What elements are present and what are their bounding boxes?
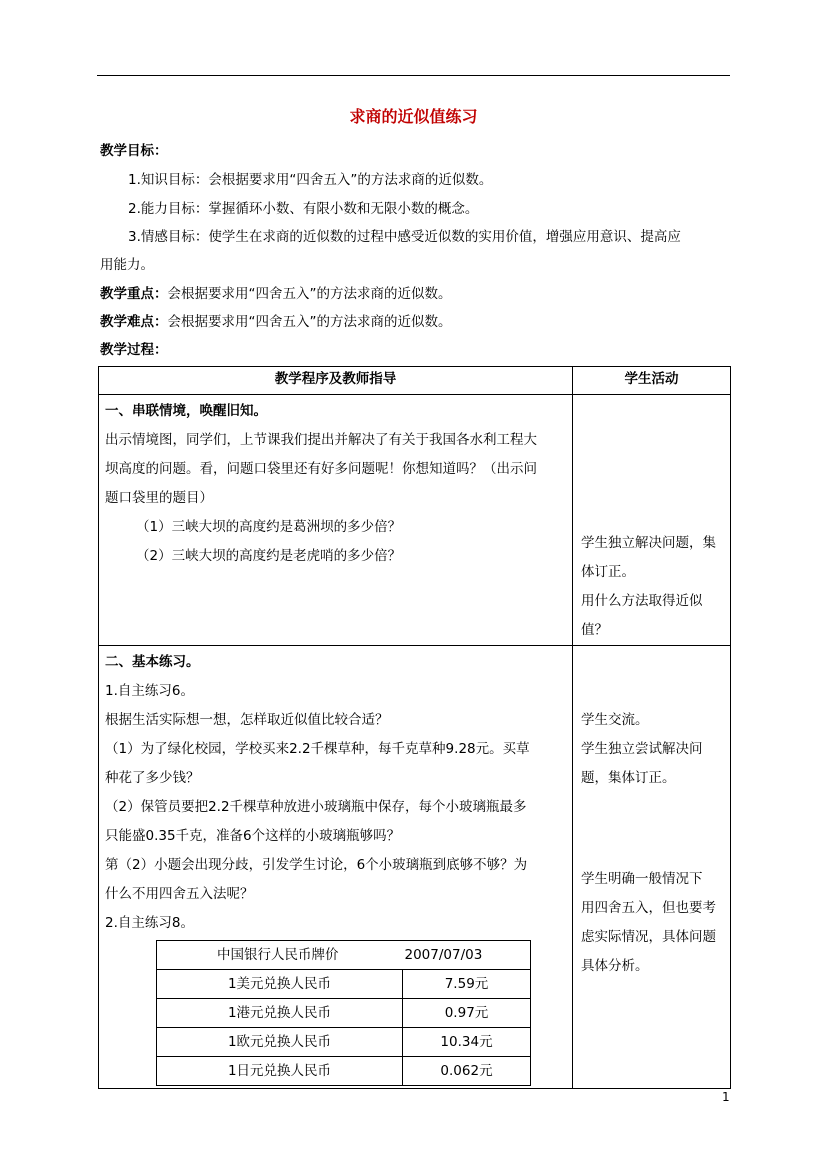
section1-line: 出示情境图，同学们，上节课我们提出并解决了有关于我国各水利工程大 bbox=[105, 432, 537, 448]
rate-table-date: 2007/07/03 bbox=[404, 947, 483, 963]
student-line: 学生交流。 bbox=[581, 712, 649, 728]
process-heading: 教学过程： bbox=[100, 342, 168, 358]
section2-heading: 二、基本练习。 bbox=[105, 654, 200, 670]
col-header-teacher: 教学程序及教师指导 bbox=[99, 367, 573, 395]
section2-line: 什么不用四舍五入法呢？ bbox=[105, 886, 254, 902]
page-number: 1 bbox=[722, 1090, 730, 1104]
exchange-rate-table bbox=[156, 940, 531, 1086]
goals-heading: 教学目标： bbox=[100, 143, 168, 159]
student-line: 体订正。 bbox=[581, 564, 635, 580]
difficult-point bbox=[100, 310, 452, 330]
student-line: 题，集体订正。 bbox=[581, 770, 676, 786]
rate-title-row bbox=[157, 941, 531, 970]
student-line: 用四舍五入，但也要考 bbox=[581, 900, 716, 916]
goal-ability: 2.能力目标：掌握循环小数、有限小数和无限小数的概念。 bbox=[128, 201, 479, 217]
student-line: 具体分析。 bbox=[581, 958, 649, 974]
section2-line: （1）为了绿化校园，学校买来2.2千棵草种，每千克草种9.28元。买草 bbox=[105, 741, 530, 757]
student-line: 学生独立尝试解决问 bbox=[581, 741, 703, 757]
goal-knowledge: 1.知识目标：会根据要求用“四舍五入”的方法求商的近似数。 bbox=[128, 172, 493, 188]
section1-teacher bbox=[99, 395, 572, 575]
section2-student-b bbox=[573, 793, 730, 981]
section1-heading: 一、串联情境，唤醒旧知。 bbox=[105, 403, 267, 419]
table-header-row bbox=[99, 367, 731, 395]
difficult-point-label: 教学难点： bbox=[100, 314, 168, 330]
difficult-point-text: 会根据要求用“四舍五入”的方法求商的近似数。 bbox=[167, 314, 452, 330]
rate-label: 1美元兑换人民币 bbox=[157, 970, 403, 999]
section2-teacher bbox=[99, 646, 572, 1088]
key-point-label: 教学重点： bbox=[100, 286, 168, 302]
section1-question: （2）三峡大坝的高度约是老虎哨的多少倍？ bbox=[136, 548, 402, 564]
section1-line: 坝高度的问题。看，问题口袋里还有好多问题呢！你想知道吗？（出示问 bbox=[105, 461, 537, 477]
rate-value: 0.062元 bbox=[403, 1057, 531, 1086]
section1-question: （1）三峡大坝的高度约是葛洲坝的多少倍？ bbox=[136, 519, 402, 535]
student-line: 虑实际情况，具体问题 bbox=[581, 929, 716, 945]
goal-emotion: 3.情感目标：使学生在求商的近似数的过程中感受近似数的实用价值，增强应用意识、提高应 bbox=[128, 229, 681, 245]
key-point-text: 会根据要求用“四舍五入”的方法求商的近似数。 bbox=[167, 286, 452, 302]
rate-value: 10.34元 bbox=[403, 1028, 531, 1057]
section1-row bbox=[99, 395, 731, 646]
rate-label: 1日元兑换人民币 bbox=[157, 1057, 403, 1086]
section2-line: （2）保管员要把2.2千棵草种放进小玻璃瓶中保存，每个小玻璃瓶最多 bbox=[105, 799, 527, 815]
rate-row bbox=[157, 1028, 531, 1057]
section2-line: 2.自主练习8。 bbox=[105, 915, 194, 931]
student-line: 用什么方法取得近似 bbox=[581, 593, 703, 609]
rate-label: 1欧元兑换人民币 bbox=[157, 1028, 403, 1057]
rate-label: 1港元兑换人民币 bbox=[157, 999, 403, 1028]
student-line: 值？ bbox=[581, 622, 608, 638]
section2-line: 种花了多少钱？ bbox=[105, 770, 200, 786]
process-table bbox=[98, 366, 731, 1089]
section2-line: 只能盛0.35千克，准备6个这样的小玻璃瓶够吗？ bbox=[105, 828, 401, 844]
rate-value: 0.97元 bbox=[403, 999, 531, 1028]
rate-row bbox=[157, 970, 531, 999]
rate-value: 7.59元 bbox=[403, 970, 531, 999]
section2-student-a bbox=[573, 646, 730, 793]
section2-line: 第（2）小题会出现分歧，引发学生讨论，6个小玻璃瓶到底够不够？为 bbox=[105, 857, 528, 873]
rate-table-title: 中国银行人民币牌价 bbox=[217, 947, 339, 963]
section2-row bbox=[99, 646, 731, 1089]
rate-row bbox=[157, 999, 531, 1028]
section1-line: 题口袋里的题目） bbox=[105, 490, 213, 506]
header-rule bbox=[97, 75, 730, 76]
col-header-student: 学生活动 bbox=[573, 367, 731, 395]
section2-line: 1.自主练习6。 bbox=[105, 683, 194, 699]
student-line: 学生独立解决问题，集 bbox=[581, 535, 716, 551]
goal-emotion-cont: 用能力。 bbox=[100, 257, 154, 273]
key-point bbox=[100, 282, 452, 302]
document-title: 求商的近似值练习 bbox=[349, 107, 478, 126]
rate-row bbox=[157, 1057, 531, 1086]
section2-line: 根据生活实际想一想，怎样取近似值比较合适？ bbox=[105, 712, 389, 728]
section1-student bbox=[573, 395, 730, 645]
student-line: 学生明确一般情况下 bbox=[581, 871, 703, 887]
